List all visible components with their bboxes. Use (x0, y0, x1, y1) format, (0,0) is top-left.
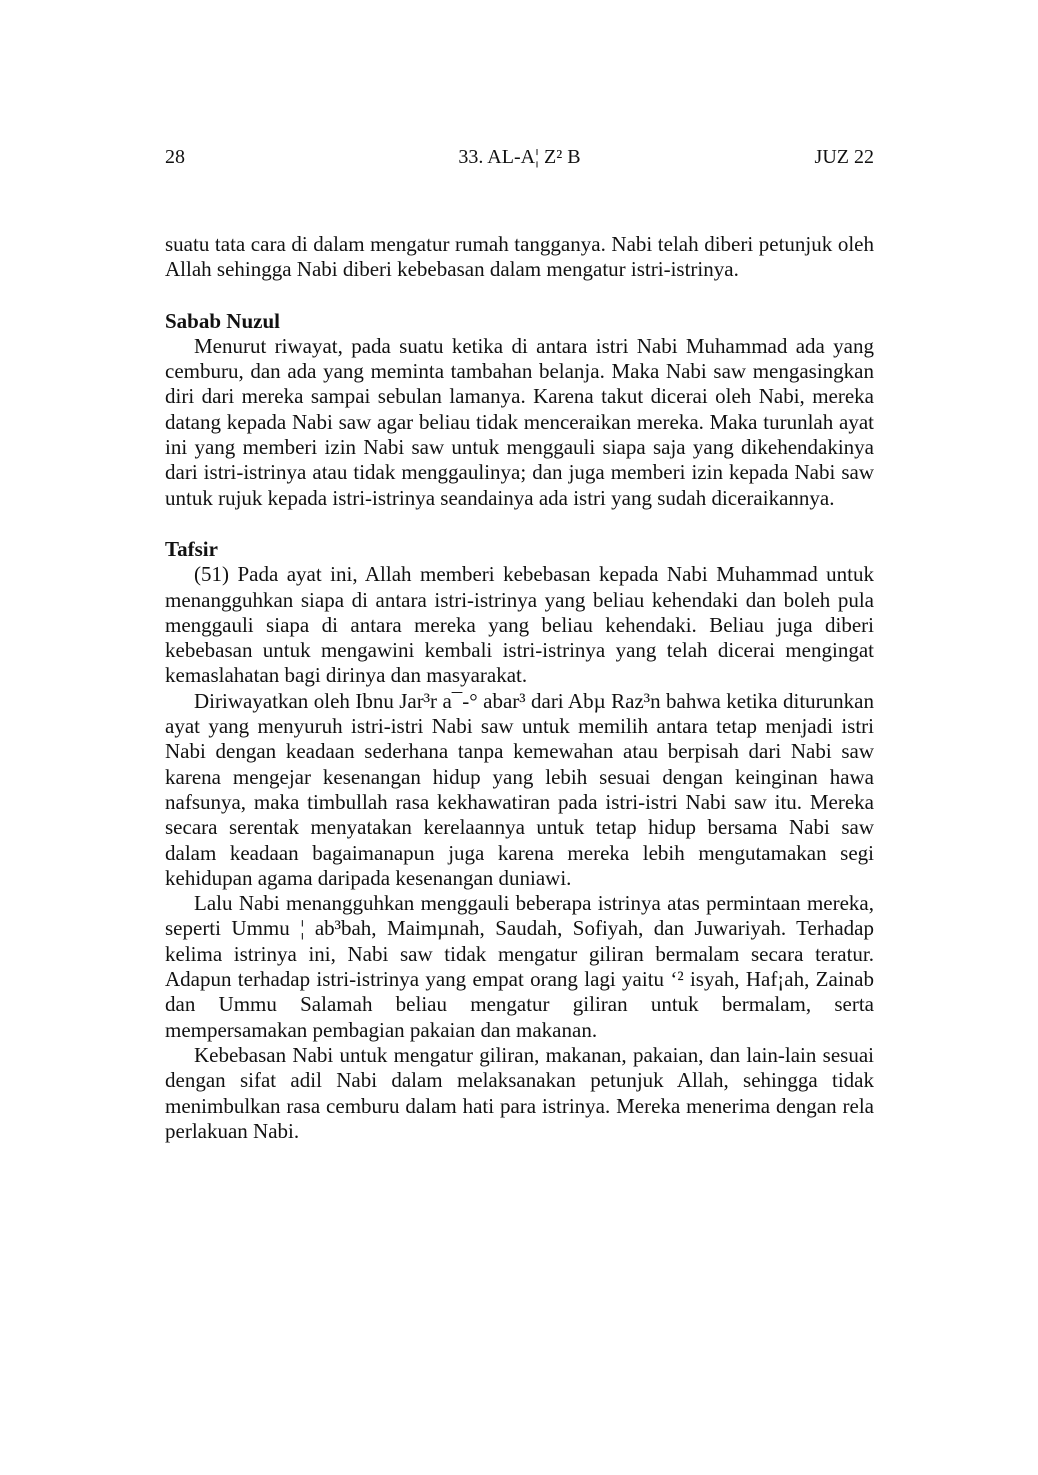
tafsir-paragraph: Kebebasan Nabi untuk mengatur giliran, makanan, pakaian, dan lain-lain sesuai dengan sifat adil Nabi dalam melaksanakan petunjuk Allah, sehingga tidak menimbulkan rasa cemburu dalam hati para istrinya. Mereka menerima dengan rela perlakuan Nabi. (165, 1042, 874, 1143)
juz-label: JUZ 22 (814, 146, 874, 168)
section-gap (165, 283, 874, 309)
sabab-nuzul-paragraph: Menurut riwayat, pada suatu ketika di antara istri Nabi Muhammad ada yang cemburu, dan ada yang meminta tambahan belanja. Maka Nabi saw mengasingkan diri dari mereka sampai sebulan lamanya. Karena takut dicerai oleh Nabi, mereka datang kepada Nabi saw agar beliau tidak menceraikan mereka. Maka turunlah ayat ini yang memberi izin Nabi saw untuk menggauli siapa saja yang dikehendakinya dari istri-istrinya atau tidak menggaulinya; dan juga memberi izin kepada Nabi saw untuk rujuk kepada istri-istrinya seandainya ada istri yang sudah diceraikannya. (165, 333, 874, 510)
tafsir-heading: Tafsir (165, 536, 218, 561)
tafsir-paragraph: (51) Pada ayat ini, Allah memberi kebebasan kepada Nabi Muhammad untuk menangguhkan siapa di antara istri-istrinya yang beliau kehendaki dan boleh pula menggauli siapa di antara mereka yang beliau kehendaki. Beliau juga diberi kebebasan untuk mengawini kembali istri-istrinya yang telah dicerai mengingat kemaslahatan bagi dirinya dan masyarakat. (165, 562, 874, 688)
sabab-nuzul-heading: Sabab Nuzul (165, 308, 280, 333)
page-number: 28 (165, 146, 185, 168)
tafsir-paragraph: Diriwayatkan oleh Ibnu Jar³r a¯-° abar³ dari Abµ Raz³n bahwa ketika diturunkan ayat yang menyuruh istri-istri Nabi saw untuk memilih antara tetap menjadi istri Nabi dengan keadaan sederhana tanpa kemewahan atau berpisah dari Nabi saw karena mengejar kesenangan hidup yang lebih sesuai dengan keinginan hawa nafsunya, maka timbullah rasa kekhawatiran pada istri-istri Nabi saw itu. Mereka secara serentak menyatakan kerelaannya untuk tetap hidup bersama Nabi saw dalam keadaan bagaimanapun juga karena mereka lebih mengutamakan segi kehidupan agama daripada kesenangan duniawi. (165, 688, 874, 890)
running-head (165, 142, 874, 172)
section-gap (165, 511, 874, 537)
surah-title: 33. AL-A¦ Z² B (458, 146, 581, 168)
book-page (165, 142, 874, 1144)
body-text (165, 232, 874, 1144)
intro-paragraph: suatu tata cara di dalam mengatur rumah tangganya. Nabi telah diberi petunjuk oleh Allah sehingga Nabi diberi kebebasan dalam mengatur istri-istrinya. (165, 232, 874, 282)
tafsir-paragraph: Lalu Nabi menangguhkan menggauli beberapa istrinya atas permintaan mereka, seperti Ummu ¦ ab³bah, Maimµnah, Saudah, Sofiyah, dan Juwariyah. Terhadap kelima istrinya ini, Nabi saw tidak mengatur giliran bermalam secara teratur. Adapun terhadap istri-istrinya yang empat orang lagi yaitu ‘² isyah, Haf¡ah, Zainab dan Ummu Salamah beliau mengatur giliran untuk bermalam, serta mempersamakan pembagian pakaian dan makanan. (165, 891, 874, 1042)
